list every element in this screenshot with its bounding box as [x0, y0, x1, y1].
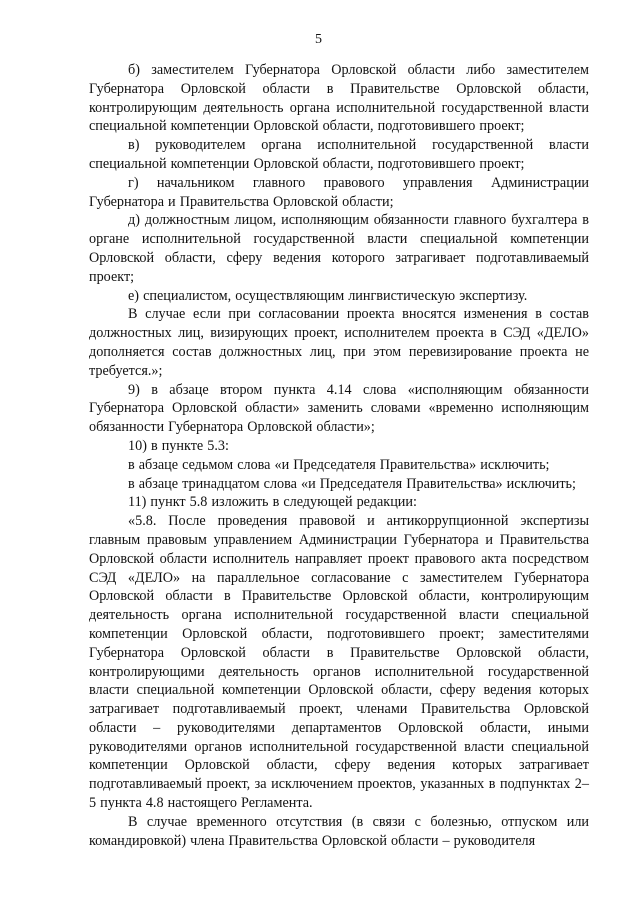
paragraph-subitem-e: е) специалистом, осуществляющим лингвистическую экспертизу. — [128, 287, 528, 304]
paragraph-item-10-thirteenth: в абзаце тринадцатом слова «и Председателя Правительства» исключить; — [128, 475, 576, 492]
paragraph-item-11: 11) пункт 5.8 изложить в следующей редакции: — [128, 494, 417, 511]
paragraph-item-10: 10) в пункте 5.3: — [128, 437, 229, 454]
paragraph-item-9: 9) в абзаце втором пункта 4.14 слова «исполняющим обязанности Губернатора Орловской области» заменить словами «временно исполняющим обязанности Губернатора Орловской области»; — [89, 381, 589, 436]
paragraph-subitem-d: д) должностным лицом, исполняющим обязанности главного бухгалтера в органе исполнительной государственной власти специальной компетенции Орловской области, сферу ведения которого затрагивает подготавливаемый проект; — [89, 212, 589, 285]
paragraph-clause-5-8: «5.8. После проведения правовой и антикоррупционной экспертизы главным правовым управлением Администрации Губернатора и Правительства Орловской области исполнитель направляет проект правового акта посредством СЭД «ДЕЛО» на параллельное согласование с заместителем Губернатора Орловской области в Правительстве Орловской области, контролирующим деятельность органа исполнительной государственной власти специальной компетенции Орловской области, подготовившего проект; заместителями Губернатора Орловской области в Правительстве Орловской области, контролирующими деятельность органов исполнительной государственной власти специальной компетенции Орловской области, сферу ведения которых затрагивает подготавливаемый проект, членами Правительства Орловской области – руководителями департаментов Орловской области, иными руководителями органов исполнительной государственной власти специальной компетенции Орловской области, сферу ведения которых затрагивает подготавливаемый проект, за исключением проектов, указанных в подпунктах 2–5 пункта 4.8 настоящего Регламента. — [89, 513, 589, 812]
paragraph-amendment-note: В случае если при согласовании проекта вносятся изменения в состав должностных лиц, визирующих проект, исполнителем проекта в СЭД «ДЕЛО» дополняется состав должностных лиц, при этом перевизирование проекта не требуется.»; — [89, 306, 589, 379]
paragraph-item-10-seventh: в абзаце седьмом слова «и Председателя Правительства» исключить; — [128, 456, 550, 473]
paragraph-subitem-v: в) руководителем органа исполнительной государственной власти специальной компетенции Орловской области, подготовившего проект; — [89, 137, 589, 172]
paragraph-temporary-absence: В случае временного отсутствия (в связи с болезнью, отпуском или командировкой) члена Правительства Орловской области – руководителя — [89, 813, 589, 849]
document-body — [89, 61, 589, 850]
paragraph-subitem-g: г) начальником главного правового управления Администрации Губернатора и Правительства Орловской области; — [89, 174, 589, 210]
paragraph-subitem-b: б) заместителем Губернатора Орловской области либо заместителем Губернатора Орловской области в Правительстве Орловской области, контролирующим деятельность органа исполнительной государственной власти специальной компетенции Орловской области, подготовившего проект; — [89, 62, 589, 135]
page-number: 5 — [315, 32, 322, 47]
